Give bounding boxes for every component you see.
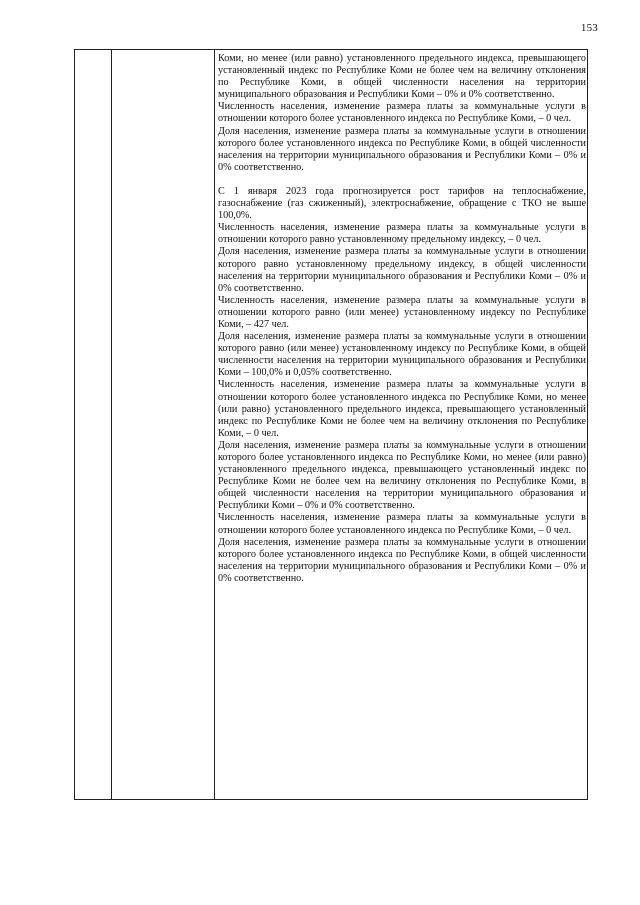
- paragraph: Численность населения, изменение размера платы за коммунальные услуги в отношении которого более установленного индекса по Республике Коми, но менее (или равно) установленного предельного индекса, превышающего установленный индекс по Республике Коми не более чем на величину отклонения по Республике Коми, – 0 чел.: [218, 379, 586, 439]
- paragraph: Доля населения, изменение размера платы за коммунальные услуги в отношении которого более установленного индекса по Республике Коми, в общей численности населения на территории муниципального образования и Республики Коми – 0% и 0% соответственно.: [218, 536, 586, 584]
- page-number: 153: [580, 22, 598, 34]
- document-table: [74, 49, 588, 800]
- paragraph: Доля населения, изменение размера платы за коммунальные услуги в отношении которого равно (или менее) установленному индексу по Республике Коми, в общей численности населения на территории муниципального образования и Республики Коми – 100,0% и 0,05% соответственно.: [218, 331, 586, 379]
- paragraph: Численность населения, изменение размера платы за коммунальные услуги в отношении которого более установленного индекса по Республике Коми, – 0 чел.: [218, 101, 586, 125]
- paragraph-gap: [218, 174, 586, 186]
- paragraph: Численность населения, изменение размера платы за коммунальные услуги в отношении которого равно установленному предельному индексу, – 0 чел.: [218, 222, 586, 246]
- column-divider-2: [214, 50, 215, 799]
- paragraph: Коми, но менее (или равно) установленного предельного индекса, превышающего установленный индекс по Республике Коми не более чем на величину отклонения по Республике Коми, в общей численности населения на территории муниципального образования и Республики Коми – 0% и 0% соответственно.: [218, 53, 586, 101]
- paragraph: Доля населения, изменение размера платы за коммунальные услуги в отношении которого равно установленному предельному индексу, в общей численности населения на территории муниципального образования и Республики Коми – 0% и 0% соответственно.: [218, 246, 586, 294]
- paragraph: С 1 января 2023 года прогнозируется рост тарифов на теплоснабжение, газоснабжение (газ сжиженный), электроснабжение, обращение с ТКО не выше 100,0%.: [218, 185, 586, 222]
- paragraph: Численность населения, изменение размера платы за коммунальные услуги в отношении которого равно (или менее) установленному индексу по Республике Коми, – 427 чел.: [218, 294, 586, 330]
- paragraph: Доля населения, изменение размера платы за коммунальные услуги в отношении которого более установленного индекса по Республике Коми, но менее (или равно) установленного предельного индекса, превышающего установленный индекс по Республике Коми не более чем на величину отклонения по Республике Коми, в общей численности населения на территории муниципального образования и Республики Коми – 0% и 0% соответственно.: [218, 439, 586, 512]
- column-divider-1: [111, 50, 112, 799]
- table-cell-text: [218, 53, 586, 585]
- paragraph: Доля населения, изменение размера платы за коммунальные услуги в отношении которого более установленного индекса по Республике Коми, в общей численности населения на территории муниципального образования и Республики Коми – 0% и 0% соответственно.: [218, 125, 586, 173]
- paragraph: Численность населения, изменение размера платы за коммунальные услуги в отношении которого более установленного индекса по Республике Коми, – 0 чел.: [218, 512, 586, 536]
